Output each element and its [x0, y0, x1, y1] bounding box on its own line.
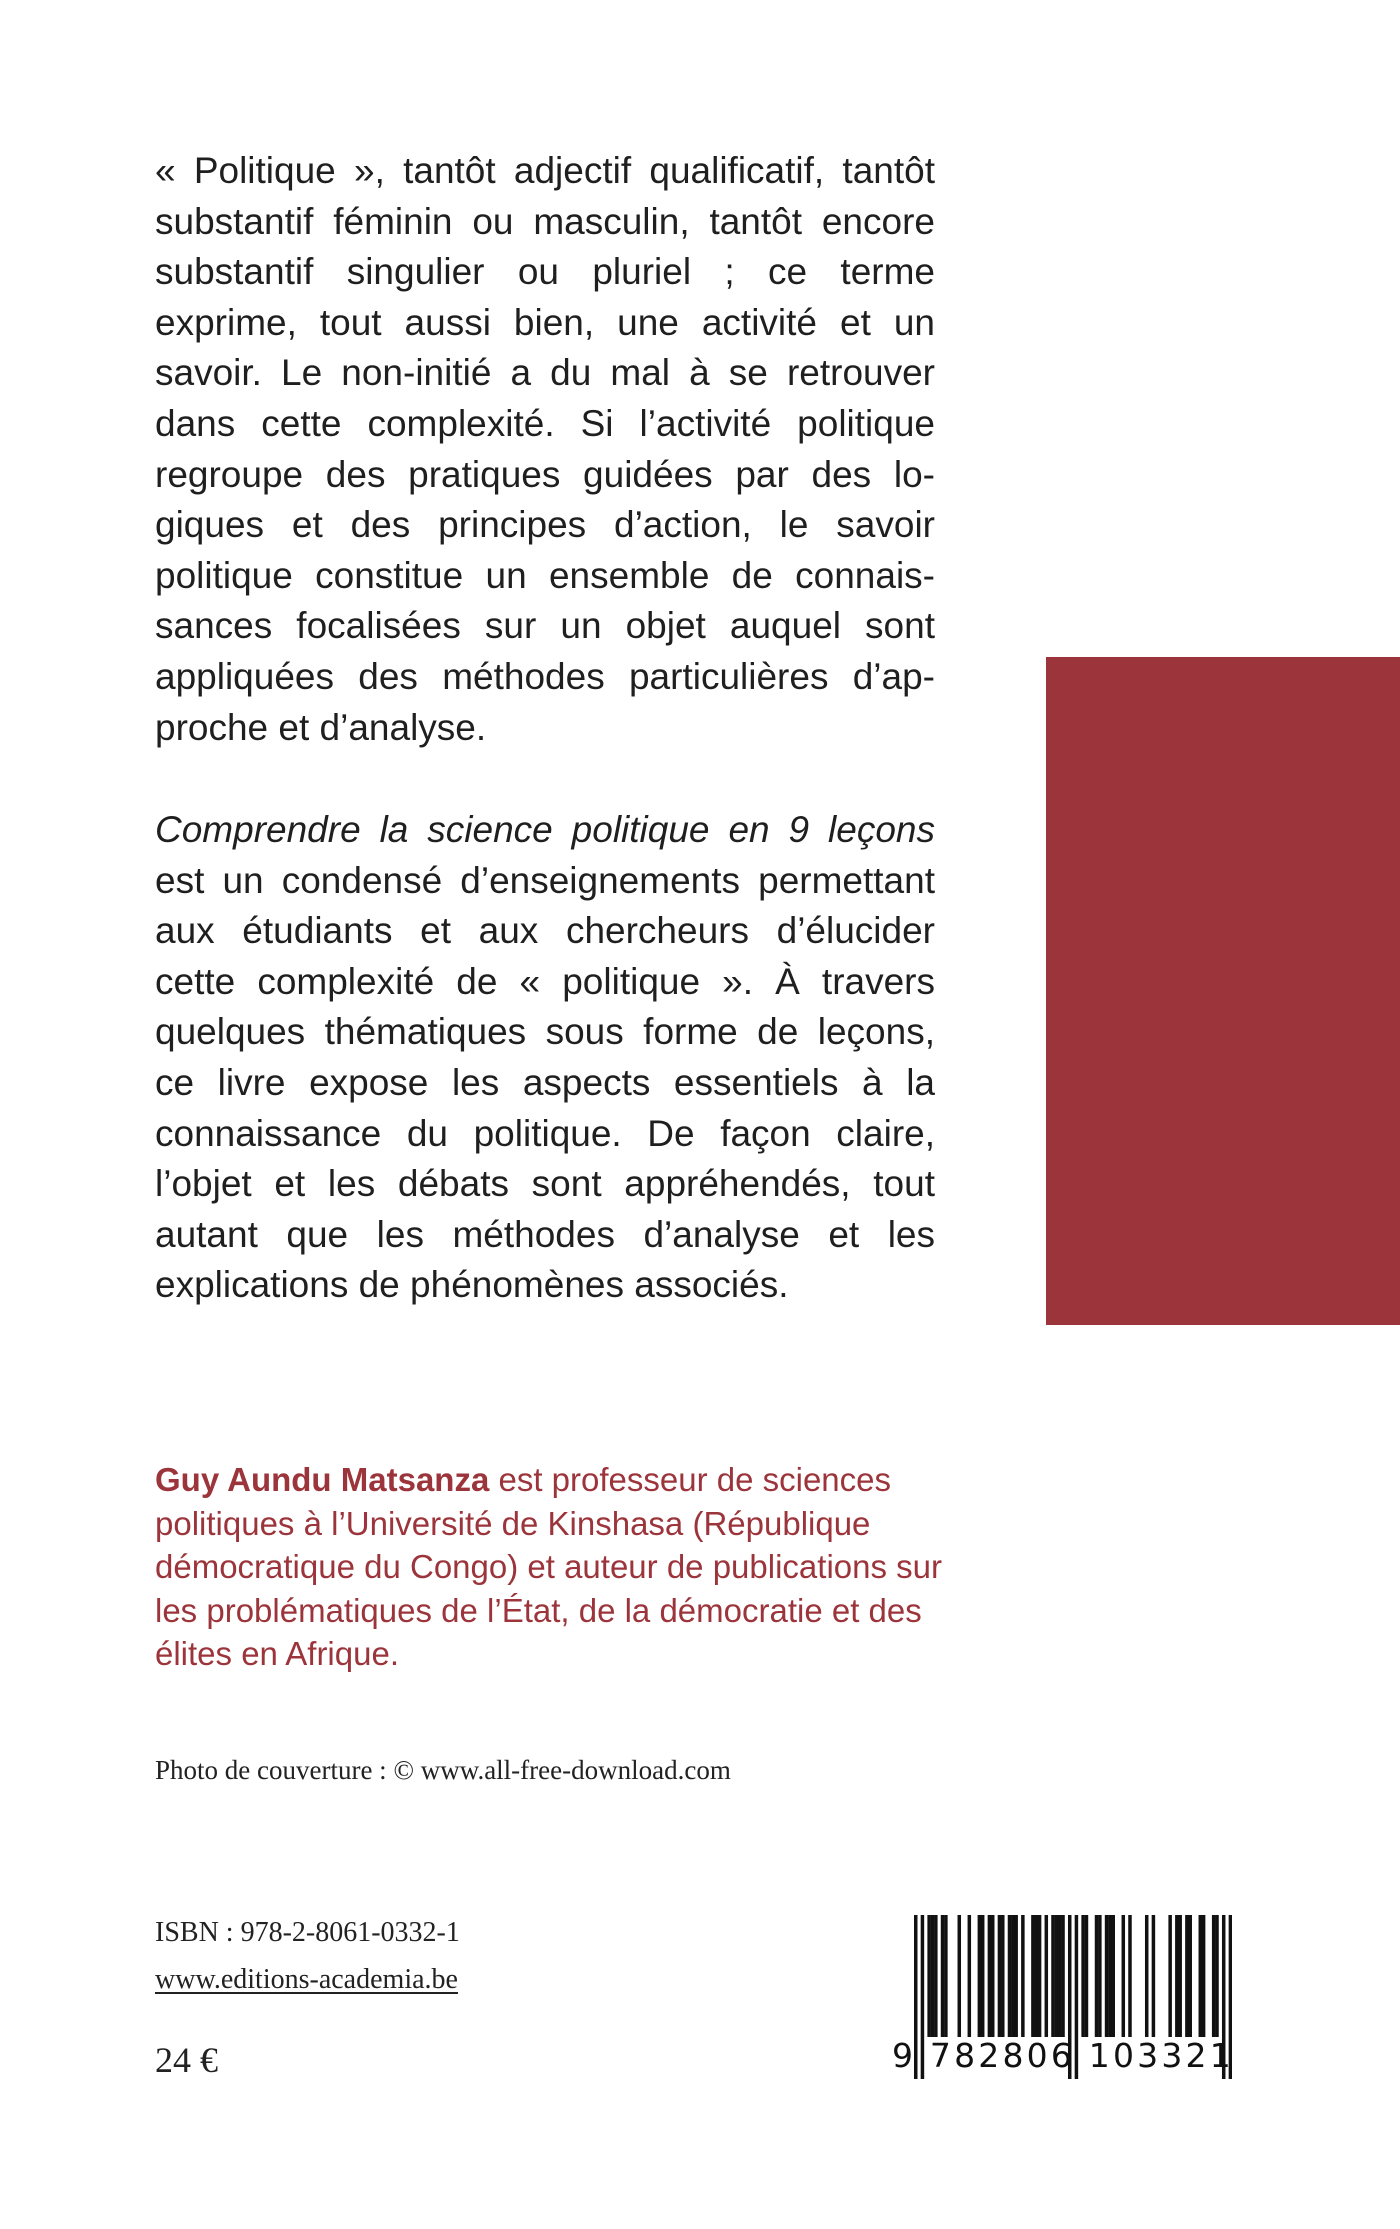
barcode-bar [1081, 1915, 1085, 2037]
barcode-bar [931, 1915, 935, 2037]
barcode-bar [1038, 1915, 1042, 2037]
barcode-bar [941, 1915, 945, 2037]
barcode-bar [1051, 1915, 1055, 2037]
barcode-bar [1098, 1915, 1102, 2037]
barcode-bar [991, 1915, 995, 2037]
barcode-bar [1212, 1915, 1216, 2037]
barcode-bar [1095, 1915, 1099, 2037]
barcode-bar [944, 1915, 948, 2037]
barcode-bar [1058, 1915, 1062, 2037]
publisher-website-link[interactable]: www.editions-academia.be [155, 1964, 458, 1995]
barcode-bar [1008, 1915, 1012, 2037]
barcode-bar [1031, 1915, 1035, 2037]
barcode-bar [1122, 1915, 1126, 2037]
barcode-bar [1175, 1915, 1179, 2037]
barcode-bar [1199, 1915, 1203, 2037]
barcode-bar [1014, 1915, 1018, 2037]
accent-band [1046, 657, 1400, 1325]
barcode-bar [1001, 1915, 1005, 2037]
barcode-bar [1185, 1915, 1189, 2037]
blurb-paragraph-2 [155, 805, 935, 1311]
barcode-bar [1145, 1915, 1149, 2037]
barcode-bar [981, 1915, 985, 2037]
author-bio-text: est professeur de sciences politiques à l’Université de Kinshasa (République démocratique du Congo) et auteur de publications sur les problématiques de l’État, de la démocratie et des élites en Afrique. [155, 1461, 942, 1672]
barcode-bar [1011, 1915, 1015, 2037]
isbn: ISBN : 978-2-8061-0332-1 [155, 1917, 460, 1948]
blurb-paragraph-1: « Politique », tantôt adjectif qualificatif, tantôt substantif féminin ou masculin, tantôt encore substantif singulier ou pluriel ; ce terme exprime, tout aussi bien, une activité et un savoir. Le non-initié a du mal à se retrouver dans cette complexité. Si l’activité politique regroupe des pratiques guidées par des logiques et des principes d’action, le savoir politique constitue un ensemble de connaissances focalisées sur un objet auquel sont appliquées des méthodes particulières d’approche et d’analyse. [155, 150, 935, 748]
barcode-bar [1021, 1915, 1025, 2037]
book-title: Comprendre la science politique en 9 leçons [155, 809, 935, 850]
barcode-bar [1188, 1915, 1192, 2037]
barcode-bar [927, 1915, 931, 2037]
barcode-bar [1045, 1915, 1049, 2037]
author-bio [155, 1458, 945, 1676]
barcode-bar [998, 1915, 1002, 2037]
barcode-bar [1152, 1915, 1156, 2037]
barcode-bar [1055, 1915, 1059, 2037]
barcode-bar [1168, 1915, 1172, 2037]
price: 24 € [155, 2040, 218, 2080]
barcode-digits: 9 782806 103321 [892, 2036, 1234, 2075]
barcode-bar [1061, 1915, 1065, 2037]
barcode-bar [1108, 1915, 1112, 2037]
barcode-bar [1178, 1915, 1182, 2037]
barcode-bar [1111, 1915, 1115, 2037]
blurb-paragraph-2-text: est un condensé d’enseignements permettant aux étudiants et aux chercheurs d’élucider cette complexité de « politique ». À travers quelques thématiques sous forme de leçons, ce livre expose les aspects essentiels à la connaissance du politique. De façon claire, l’objet et les débats sont appréhendés, tout autant que les méthodes d’analyse et les explications de phénomènes associés. [155, 859, 935, 1306]
barcode-bar [934, 1915, 938, 2037]
barcode-bar [958, 1915, 962, 2037]
barcode-bar [1202, 1915, 1206, 2037]
barcode-bar [1215, 1915, 1219, 2037]
barcode-bar [968, 1915, 972, 2037]
barcode-bar [1085, 1915, 1089, 2037]
barcode-bar [1128, 1915, 1132, 2037]
barcode-bar [1105, 1915, 1109, 2037]
author-name: Guy Aundu Matsanza [155, 1461, 490, 1498]
barcode-bar [1035, 1915, 1039, 2037]
barcode-bar [978, 1915, 982, 2037]
barcode-bar [988, 1915, 992, 2037]
photo-credit: Photo de couverture : © www.all-free-download.com [155, 1755, 731, 1785]
